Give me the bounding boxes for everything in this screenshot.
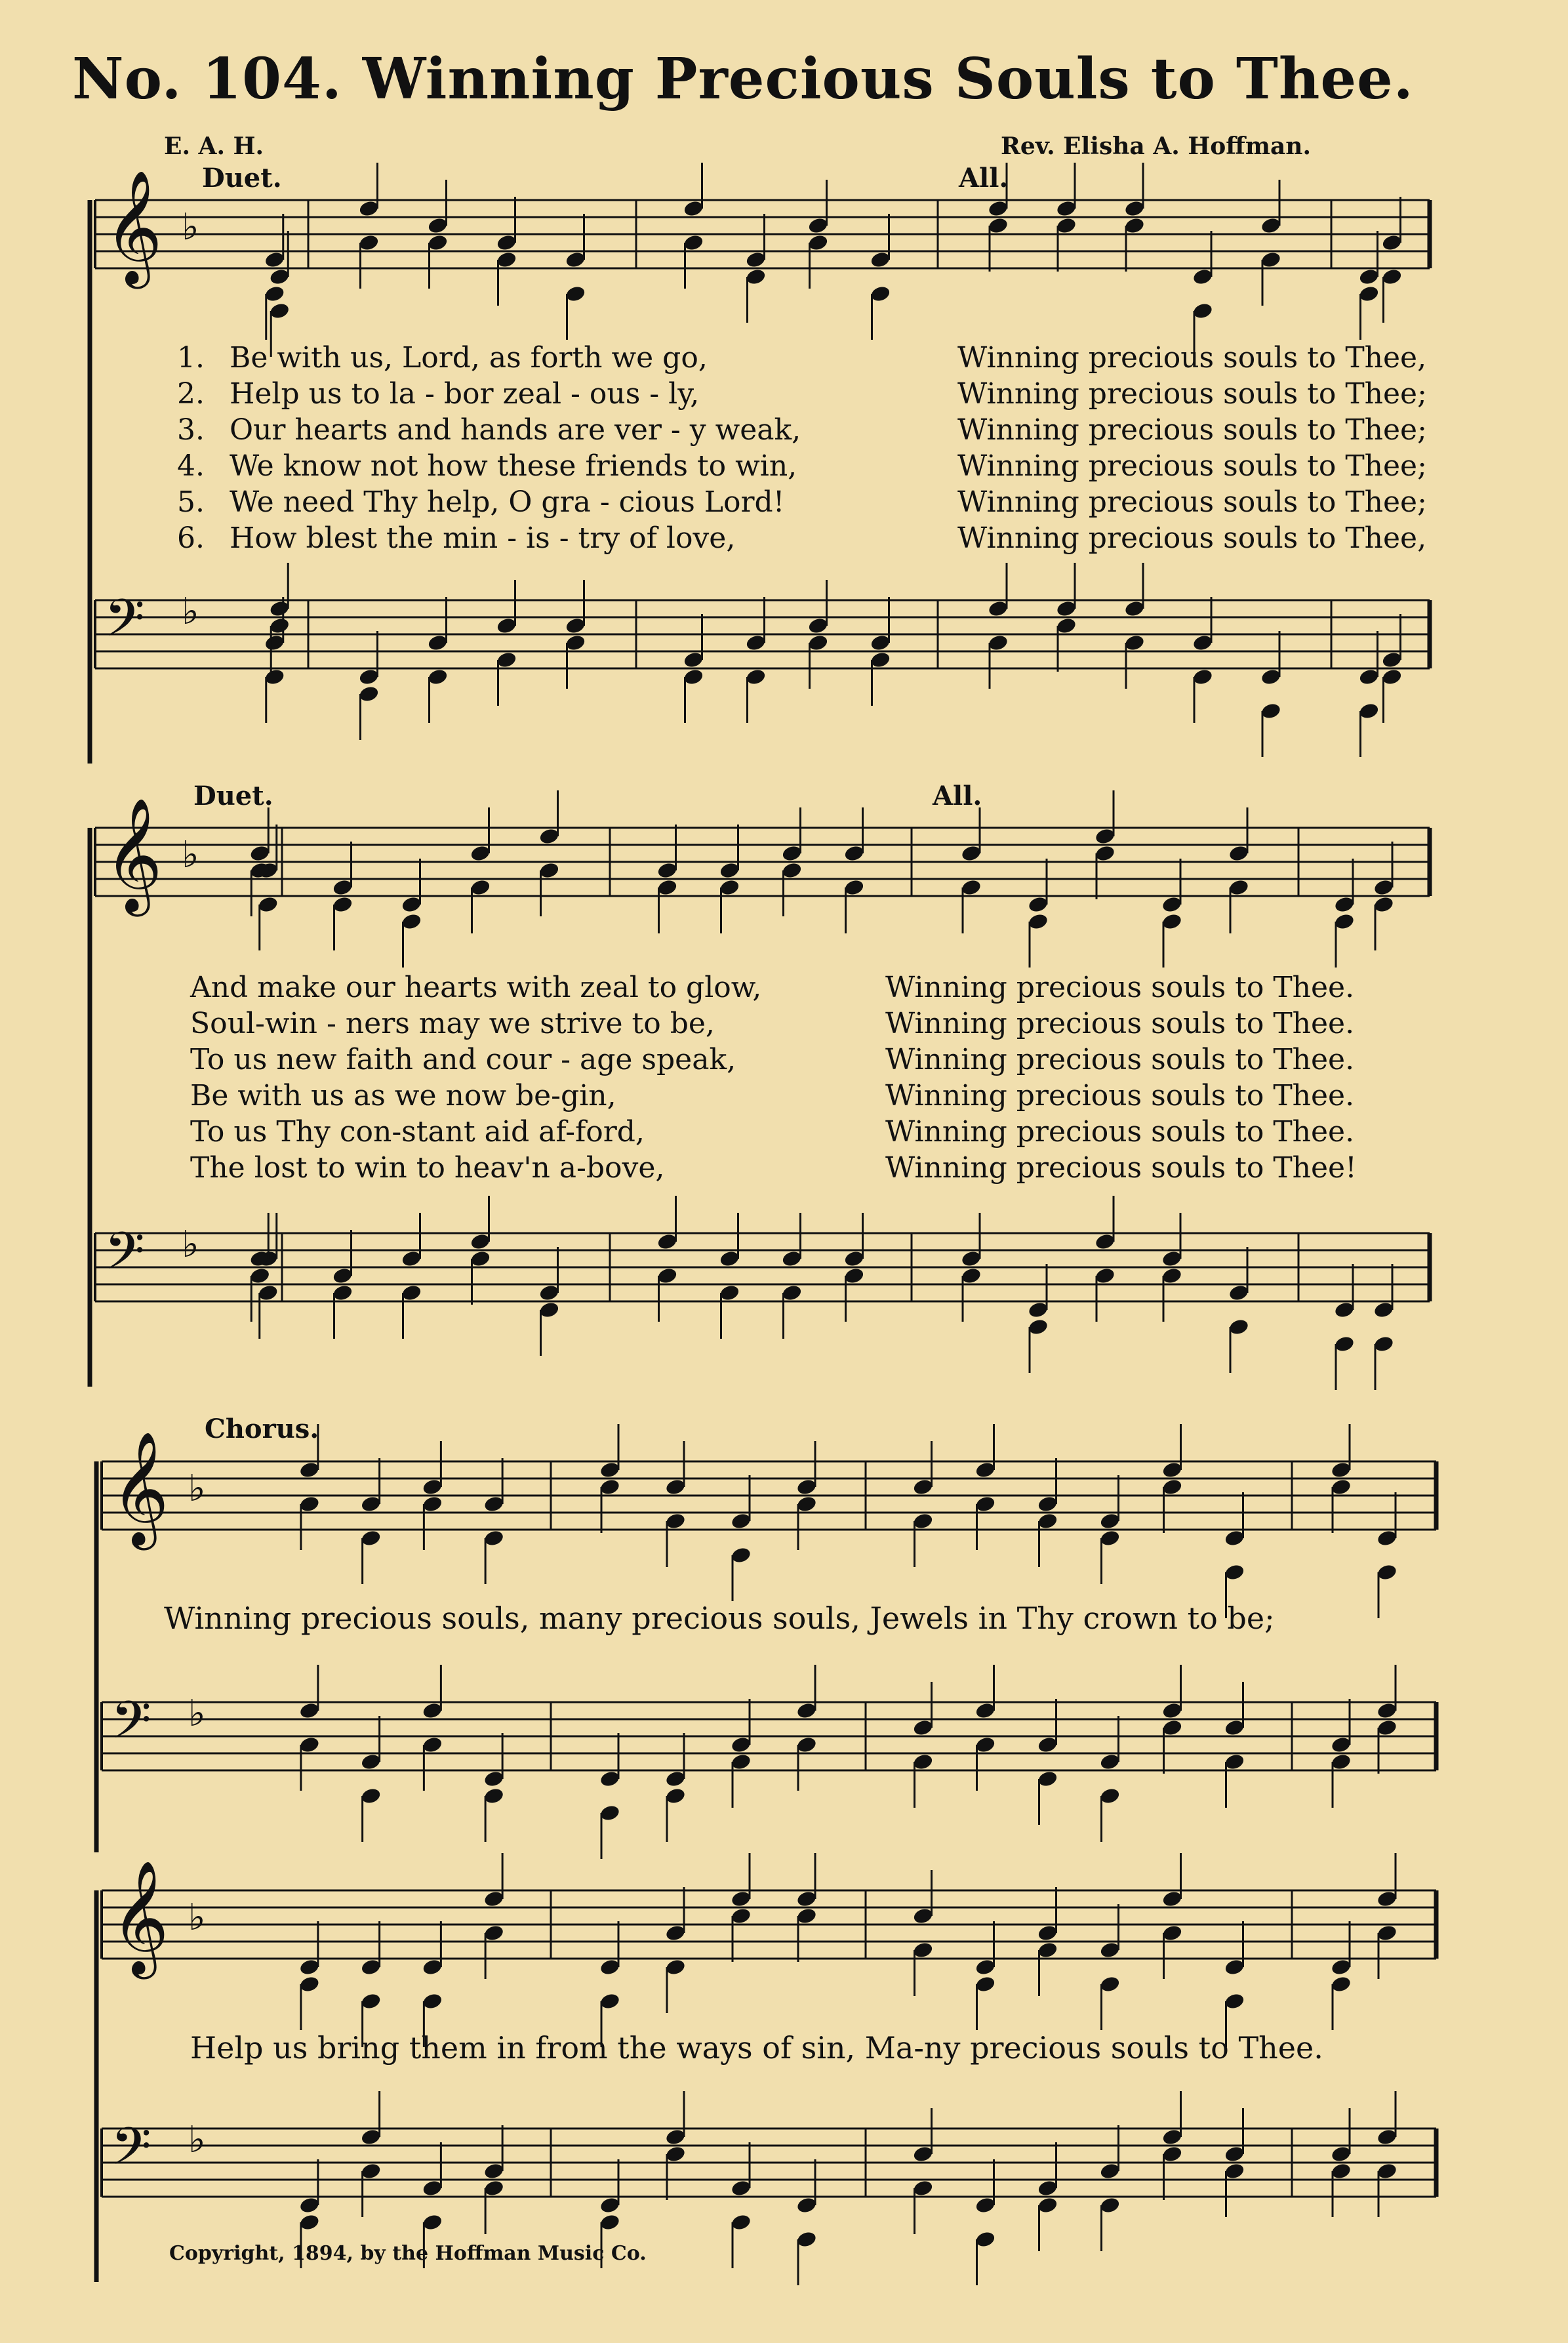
verse-line: 3. Our hearts and hands are ver - y weak, Winning precious souls to Thee; [177, 413, 1427, 447]
flat-key-signature-icon: ♭ [182, 1223, 199, 1266]
all-marking: All. [959, 163, 1009, 194]
verse-line: Be with us as we now be-gin, Winning precious souls to Thee. [190, 1079, 1355, 1112]
chorus-marking: Chorus. [205, 1414, 319, 1444]
duet-marking-2: Duet. [193, 781, 273, 811]
bass-clef-icon: 𝄢 [111, 1690, 151, 1763]
verses-second-half [190, 969, 1357, 1186]
bass-clef-icon: 𝄢 [111, 2116, 151, 2190]
verse-line: And make our hearts with zeal to glow, Winning precious souls to Thee. [190, 971, 1355, 1004]
chorus-lyric-1: Winning precious souls, many precious souls, Jewels in Thy crown to be; [164, 1600, 1275, 1636]
treble-clef-icon: 𝄞 [104, 170, 163, 284]
chorus-lyric-2: Help us bring them in from the ways of sin, Ma-ny precious souls to Thee. [190, 2030, 1323, 2066]
composer-credit: Rev. Elisha A. Hoffman. [1001, 132, 1311, 160]
treble-clef-icon: 𝄞 [111, 1860, 169, 1974]
treble-clef-icon: 𝄞 [111, 1431, 169, 1545]
duet-marking: Duet. [202, 163, 282, 194]
flat-key-signature-icon: ♭ [188, 1896, 206, 1939]
verse-line: To us new faith and cour - age speak, Winning precious souls to Thee. [190, 1043, 1355, 1076]
flat-key-signature-icon: ♭ [182, 206, 199, 249]
hymn-title: No. 104. Winning Precious Souls to Thee. [72, 46, 1414, 112]
flat-key-signature-icon: ♭ [182, 834, 199, 876]
verse-line: The lost to win to heav'n a-bove, Winning precious souls to Thee! [190, 1151, 1357, 1185]
verse-line: Soul-win - ners may we strive to be, Winning precious souls to Thee. [190, 1007, 1355, 1040]
treble-clef-icon: 𝄞 [104, 798, 163, 912]
all-marking-2: All. [933, 781, 982, 811]
verse-line: To us Thy con-stant aid af-ford, Winning precious souls to Thee. [190, 1115, 1355, 1149]
copyright-notice: Copyright, 1894, by the Hoffman Music Co. [169, 2242, 647, 2265]
verse-line: 1. Be with us, Lord, as forth we go, Winning precious souls to Thee, [177, 341, 1427, 375]
verses-first-half [177, 340, 1427, 556]
flat-key-signature-icon: ♭ [188, 2119, 206, 2161]
verse-line: 4. We know not how these friends to win, Winning precious souls to Thee; [177, 449, 1427, 483]
lyricist-credit: E. A. H. [164, 132, 264, 160]
flat-key-signature-icon: ♭ [182, 590, 199, 633]
verse-line: 6. How blest the min - is - try of love, Winning precious souls to Thee, [177, 521, 1427, 555]
bass-clef-icon: 𝄢 [104, 1221, 145, 1294]
flat-key-signature-icon: ♭ [188, 1467, 206, 1510]
verse-line: 5. We need Thy help, O gra - cious Lord! Winning precious souls to Thee; [177, 485, 1427, 519]
flat-key-signature-icon: ♭ [188, 1692, 206, 1735]
bass-clef-icon: 𝄢 [104, 588, 145, 661]
verse-line: 2. Help us to la - bor zeal - ous - ly, Winning precious souls to Thee; [177, 377, 1427, 411]
